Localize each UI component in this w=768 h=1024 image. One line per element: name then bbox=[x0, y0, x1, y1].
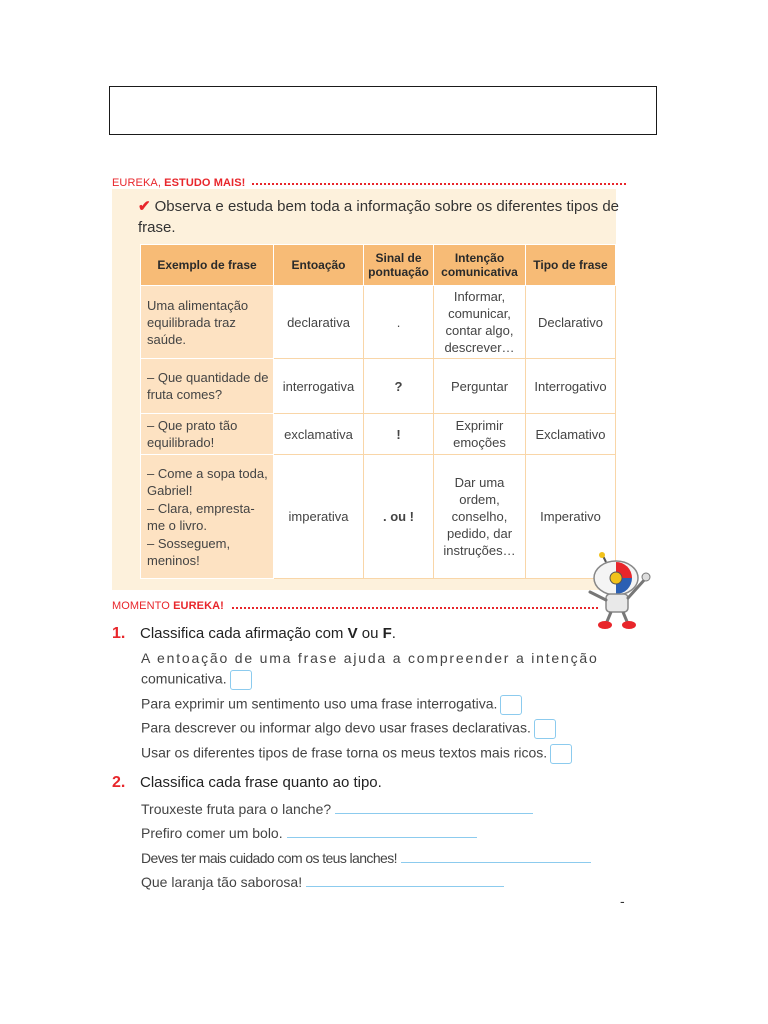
footer-mark: - bbox=[620, 893, 625, 909]
answer-box-4[interactable] bbox=[550, 744, 572, 764]
cell-sinal: ! bbox=[364, 414, 434, 455]
statement-2: Para exprimir um sentimento uso uma frase interrogativa. bbox=[141, 695, 522, 715]
answer-line-4[interactable] bbox=[306, 886, 504, 887]
answer-line-2[interactable] bbox=[287, 837, 477, 838]
intro-text: ✔ Observa e estuda bem toda a informação sobre os diferentes tipos de frase. bbox=[138, 198, 620, 236]
cell-intencao: Exprimir emoções bbox=[434, 414, 526, 455]
header-exemplo: Exemplo de frase bbox=[141, 245, 274, 286]
answer-box-2[interactable] bbox=[500, 695, 522, 715]
header-intencao: Intenção comunicativa bbox=[434, 245, 526, 286]
table-header-row bbox=[141, 245, 616, 286]
cell-tipo: Imperativo bbox=[526, 455, 616, 579]
answer-line-1[interactable] bbox=[335, 813, 533, 814]
cell-entoacao: imperativa bbox=[274, 455, 364, 579]
cell-intencao: Dar uma ordem, conselho, pedido, dar instruções… bbox=[434, 455, 526, 579]
cell-tipo: Interrogativo bbox=[526, 359, 616, 414]
question-1: 1. Classifica cada afirmação com V ou F. bbox=[112, 625, 396, 642]
check-icon: ✔ bbox=[138, 198, 151, 215]
sentence-2: Prefiro comer um bolo. bbox=[141, 825, 477, 841]
table-row bbox=[141, 455, 616, 579]
cell-intencao: Informar, comunicar, contar algo, descrever… bbox=[434, 286, 526, 359]
header-sinal: Sinal de pontuação bbox=[364, 245, 434, 286]
header-tipo: Tipo de frase bbox=[526, 245, 616, 286]
cell-sinal: . ou ! bbox=[364, 455, 434, 579]
cell-entoacao: exclamativa bbox=[274, 414, 364, 455]
section-title-estudo: EUREKA, ESTUDO MAIS! bbox=[112, 177, 246, 189]
answer-box-1[interactable] bbox=[230, 670, 252, 690]
sentence-3: Deves ter mais cuidado com os teus lanches! bbox=[141, 850, 591, 866]
statement-1: A entoação de uma frase ajuda a compreender a intenção bbox=[141, 650, 599, 666]
table-row bbox=[141, 286, 616, 359]
cell-entoacao: interrogativa bbox=[274, 359, 364, 414]
cell-exemplo: Uma alimentação equilibrada traz saúde. bbox=[141, 286, 274, 359]
cell-intencao: Perguntar bbox=[434, 359, 526, 414]
header-entoacao: Entoação bbox=[274, 245, 364, 286]
top-blank-box bbox=[109, 86, 657, 135]
table-row bbox=[141, 414, 616, 455]
statement-4: Usar os diferentes tipos de frase torna os meus textos mais ricos. bbox=[141, 744, 572, 764]
section-divider bbox=[252, 183, 626, 185]
cell-sinal: . bbox=[364, 286, 434, 359]
cell-tipo: Declarativo bbox=[526, 286, 616, 359]
cell-exemplo: – Que prato tão equilibrado! bbox=[141, 414, 274, 455]
cell-exemplo: – Come a sopa toda, Gabriel! – Clara, empresta-me o livro. – Sosseguem, meninos! bbox=[141, 455, 274, 579]
statement-3: Para descrever ou informar algo devo usar frases declarativas. bbox=[141, 719, 556, 739]
cell-entoacao: declarativa bbox=[274, 286, 364, 359]
sentence-1: Trouxeste fruta para o lanche? bbox=[141, 801, 533, 817]
table-row bbox=[141, 359, 616, 414]
cell-sinal: ? bbox=[364, 359, 434, 414]
cell-exemplo: – Que quantidade de fruta comes? bbox=[141, 359, 274, 414]
section-divider bbox=[232, 607, 598, 609]
statement-1-cont: comunicativa. bbox=[141, 670, 252, 690]
sentence-types-table bbox=[140, 244, 616, 579]
section-title-momento: MOMENTO EUREKA! bbox=[112, 600, 224, 612]
robot-mascot-icon bbox=[576, 552, 656, 630]
answer-box-3[interactable] bbox=[534, 719, 556, 739]
question-2: 2. Classifica cada frase quanto ao tipo. bbox=[112, 774, 382, 791]
cell-tipo: Exclamativo bbox=[526, 414, 616, 455]
answer-line-3[interactable] bbox=[401, 862, 591, 863]
sentence-4: Que laranja tão saborosa! bbox=[141, 874, 504, 890]
